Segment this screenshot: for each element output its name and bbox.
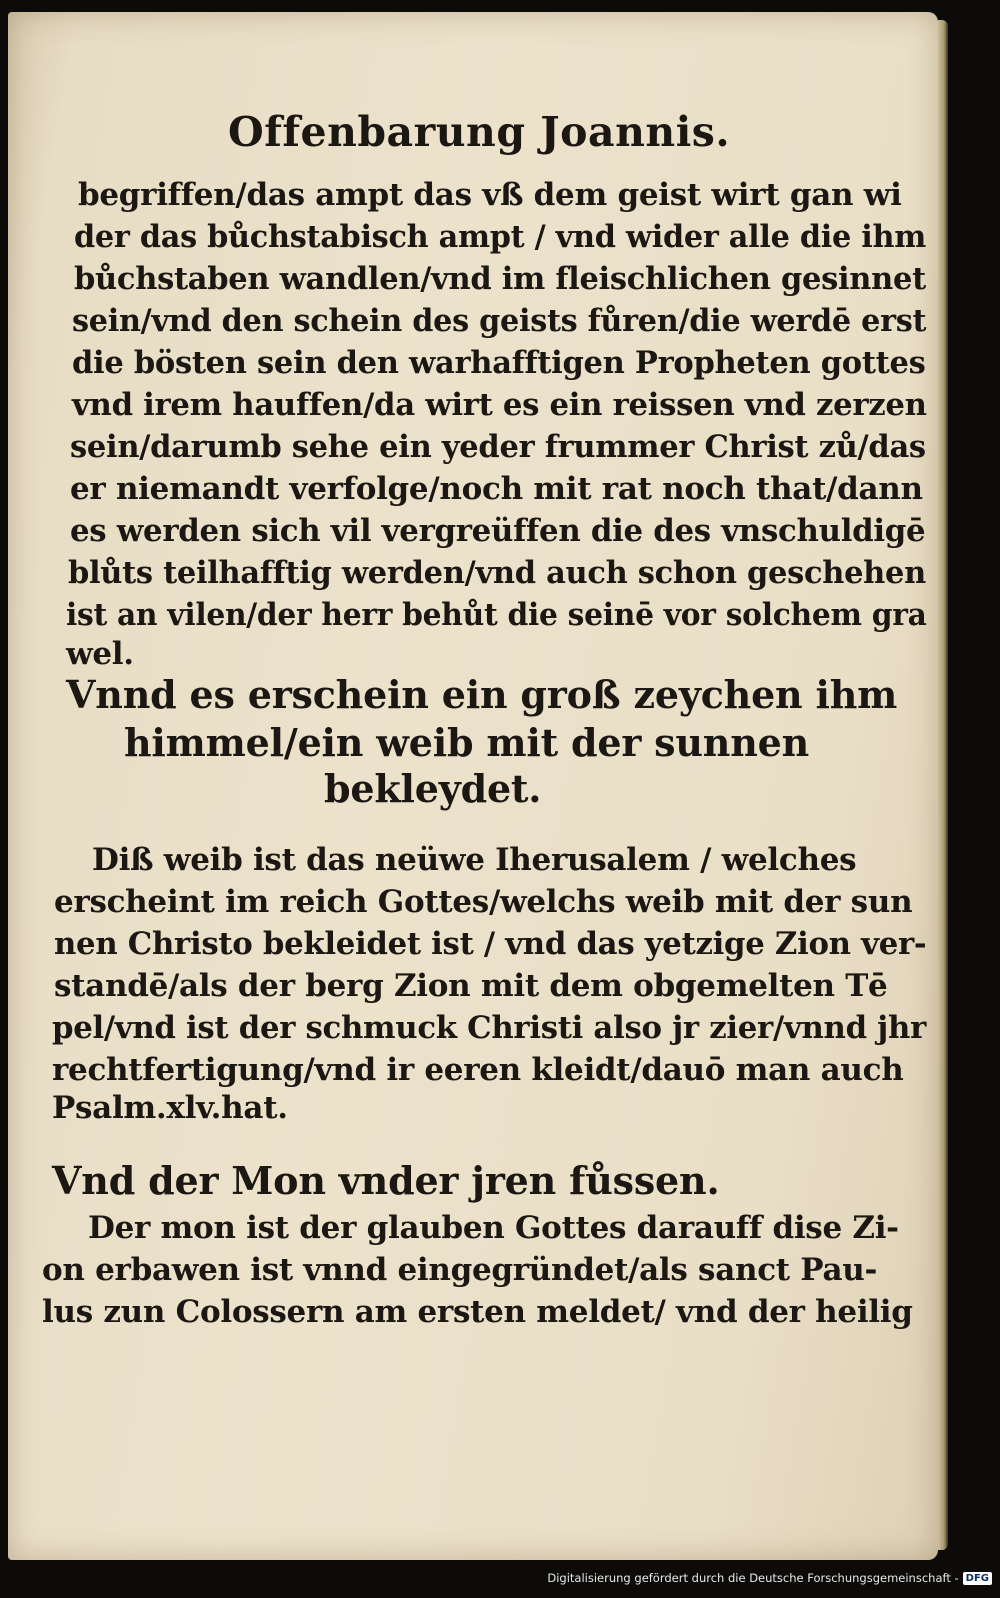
text-line: sein/darumb sehe ein yeder frummer Christ zů/das [70,429,926,465]
text-line: die bösten sein den warhafftigen Propheten gottes [72,345,926,381]
text-line: bůchstaben wandlen/vnd im fleischlichen gesinnet [74,261,926,297]
dfg-logo-icon: DFG [963,1572,992,1585]
text-line: pel/vnd ist der schmuck Christi also jr zier/vnnd jhr [52,1010,926,1046]
text-line: vnd irem hauffen/da wirt es ein reissen vnd zerzen [72,387,927,423]
text-line: nen Christo bekleidet ist / vnd das yetzige Zion ver- [54,926,927,962]
text-line: standē/als der berg Zion mit dem obgemelten Tē [54,968,888,1004]
text-line: lus zun Colossern am ersten meldet/ vnd der heilig [42,1294,913,1330]
text-line: on erbawen ist vnnd eingegründet/als sanct Pau- [42,1252,878,1288]
text-line: der das bůchstabisch ampt / vnd wider alle die ihm [74,219,927,255]
subheading-2: Vnd der Mon vnder jren fůssen. [52,1158,720,1203]
text-line: Psalm.xlv.hat. [52,1090,288,1126]
subheading-line: bekleydet. [324,766,542,811]
text-line: Der mon ist der glauben Gottes darauff dise Zi- [88,1210,899,1246]
text-line: rechtfertigung/vnd ir eeren kleidt/dauō man auch [52,1052,904,1088]
text-line: ist an vilen/der herr behůt die seinē vor solchem gra [66,597,927,633]
page-edge [938,20,948,1550]
text-line: blůts teilhafftig werden/vnd auch schon geschehen [68,555,926,591]
text-line: wel. [66,636,134,672]
page-header: Offenbarung Joannis. [228,108,731,156]
text-line: er niemandt verfolge/noch mit rat noch that/dann [70,471,923,507]
digitization-footer [547,1568,992,1588]
text-line: es werden sich vil vergreüffen die des vnschuldigē [70,513,926,549]
subheading-line: himmel/ein weib mit der sunnen [124,720,810,765]
text-line: sein/vnd den schein des geists fůren/die werdē erst [72,303,927,339]
text-line: Diß weib ist das neüwe Iherusalem / welches [92,842,857,878]
footer-text: Digitalisierung gefördert durch die Deutsche Forschungsgemeinschaft - [547,1571,959,1585]
text-line: erscheint im reich Gottes/welchs weib mit der sun [54,884,913,920]
text-line: begriffen/das ampt das vß dem geist wirt gan wi [78,177,902,213]
subheading-line: Vnnd es erschein ein groß zeychen ihm [66,672,898,717]
